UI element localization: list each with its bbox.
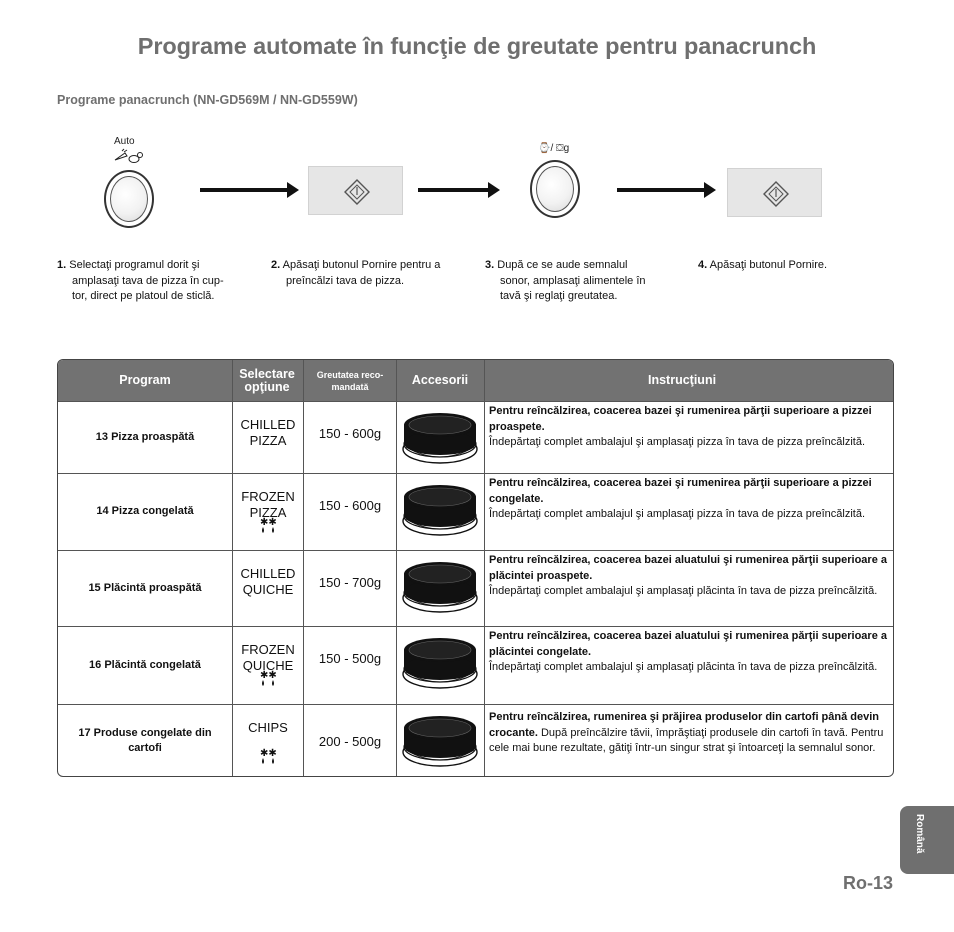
step-number: 3.	[485, 259, 495, 271]
option-text: FROZEN	[241, 489, 295, 504]
pizza-tray-icon	[400, 556, 480, 618]
instructions-bold: Pentru reîncălzirea, rumenirea şi prăjirea produselor din cartofi până devin crocante.	[489, 711, 880, 739]
step-number: 4.	[698, 259, 708, 271]
column-divider	[484, 360, 485, 777]
instructions-bold: Pentru reîncălzirea, coacerea bazei aluatului şi rumenirea părţii superioare a plăcintei congelate.	[489, 630, 887, 658]
timer-weight-dial[interactable]	[530, 160, 580, 218]
arrow-icon	[418, 188, 489, 192]
step-text: sonor, amplasaţi alimentele în	[500, 274, 646, 287]
instructions-body: Îndepărtaţi complet ambalajul şi amplasaţi pizza în tava de pizza preîncălzită.	[489, 436, 866, 448]
option-text: CHILLED	[240, 566, 296, 581]
page-number: Ro-13	[843, 873, 894, 893]
start-button[interactable]	[727, 168, 822, 217]
step-text: Apăsaţi butonul Pornire.	[709, 259, 828, 271]
option-label	[233, 720, 303, 736]
weight-range: 150 - 600g	[318, 426, 382, 441]
step-text: tor, direct pe platoul de sticlă.	[72, 290, 215, 302]
pizza-tray-icon	[400, 479, 480, 541]
food-icon	[113, 148, 145, 164]
instructions-body: Îndepărtaţi complet ambalajul şi amplasaţi plăcinta în tava de pizza preîncălzită.	[489, 661, 878, 673]
weight-range: 200 - 500g	[318, 734, 382, 749]
pizza-tray-icon	[400, 710, 480, 772]
header-weight: Greutatea reco- mandată	[316, 369, 384, 392]
auto-dial[interactable]	[104, 170, 154, 228]
instructions-bold: Pentru reîncălzirea, coacerea bazei aluatului şi rumenirea părţii superioare a plăcintei proaspete.	[489, 554, 887, 582]
language-tab	[900, 806, 954, 874]
step-4	[698, 258, 878, 274]
step-text: După ce se aude semnalul	[497, 259, 628, 271]
program-name: 15 Plăcintă proaspătă	[88, 581, 202, 594]
instructions-bold: Pentru reîncălzirea, coacerea bazei şi rumenirea părţii superioare a pizzei proaspete.	[489, 405, 872, 433]
option-text: FROZEN	[241, 642, 295, 657]
step-text: Selectaţi programul dorit şi	[69, 259, 200, 271]
instructions-text	[489, 629, 889, 676]
arrow-icon	[617, 188, 705, 192]
instructions-text	[489, 710, 889, 757]
option-label	[233, 642, 303, 673]
svg-text:✱✱: ✱✱	[260, 748, 277, 759]
svg-text:✱✱: ✱✱	[260, 517, 277, 528]
header-program: Program	[119, 373, 171, 387]
program-name: 17 Produse congelate din cartofi	[78, 727, 212, 754]
frozen-icon	[258, 517, 278, 535]
language-label: Română	[914, 814, 925, 854]
option-text: QUICHE	[242, 657, 294, 673]
start-diamond-icon	[763, 181, 789, 207]
timer-weight-label: ⌚/ ⛋g	[538, 143, 570, 154]
column-divider	[396, 360, 397, 777]
start-button[interactable]	[308, 166, 403, 215]
step-text: amplasaţi tava de pizza în cup-	[72, 274, 224, 287]
weight-range: 150 - 500g	[318, 651, 382, 666]
column-divider	[303, 360, 304, 777]
step-number: 1.	[57, 259, 67, 271]
programs-table	[57, 359, 894, 777]
arrow-icon	[200, 188, 288, 192]
instructions-text	[489, 476, 889, 523]
step-text: Apăsaţi butonul Pornire pentru a	[282, 259, 441, 271]
page-title: Programe automate în funcţie de greutate pentru panacrunch	[137, 33, 817, 59]
header-instructions: Instrucţiuni	[648, 373, 717, 387]
step-number: 2.	[271, 259, 281, 271]
step-text: tavă şi reglaţi greutatea.	[500, 290, 618, 302]
weight-range: 150 - 700g	[318, 575, 382, 590]
program-name: 14 Pizza congelată	[96, 505, 194, 517]
frozen-icon	[258, 748, 278, 766]
instructions-body: După preîncălzire tăvii, împrăştiaţi produsele din cartofi în tavă. Pentru cele mai bune rezultate, gătiţi într-un singur strat şi întoarceţi la semnalul sonor.	[489, 726, 884, 754]
option-text: PIZZA	[249, 504, 287, 520]
instructions-bold: Pentru reîncălzirea, coacerea bazei şi rumenirea părţii superioare a pizzei congelate.	[489, 477, 872, 505]
step-2	[271, 258, 481, 289]
instructions-body: Îndepărtaţi complet ambalajul şi amplasaţi plăcinta în tava de pizza preîncălzită.	[489, 585, 878, 597]
frozen-icon	[258, 670, 278, 688]
step-3	[485, 258, 685, 305]
program-name: 16 Plăcintă congelată	[89, 658, 201, 671]
pizza-tray-icon	[400, 407, 480, 469]
pizza-tray-icon	[400, 632, 480, 694]
option-text: CHILLED	[240, 417, 296, 432]
header-accessory: Accesorii	[411, 373, 469, 387]
start-diamond-icon	[344, 179, 370, 205]
option-label	[233, 417, 303, 448]
auto-label: Auto	[114, 136, 135, 147]
instructions-text	[489, 553, 889, 600]
option-label	[233, 489, 303, 520]
option-text: CHIPS	[248, 720, 288, 735]
svg-text:✱✱: ✱✱	[260, 670, 277, 681]
section-subtitle: Programe panacrunch (NN-GD569M / NN-GD559W)	[57, 93, 358, 107]
instructions-text	[489, 404, 889, 451]
weight-range: 150 - 600g	[318, 498, 382, 513]
program-name: 13 Pizza proaspătă	[95, 430, 195, 443]
step-text: preîncălzi tava de pizza.	[286, 274, 405, 287]
option-text: PIZZA	[249, 432, 287, 448]
header-option: Selectare opţiune	[239, 366, 295, 394]
option-label	[233, 566, 303, 597]
instructions-body: Îndepărtaţi complet ambalajul şi amplasaţi pizza în tava de pizza preîncălzită.	[489, 508, 866, 520]
option-text: QUICHE	[242, 581, 294, 597]
step-1	[57, 258, 257, 305]
